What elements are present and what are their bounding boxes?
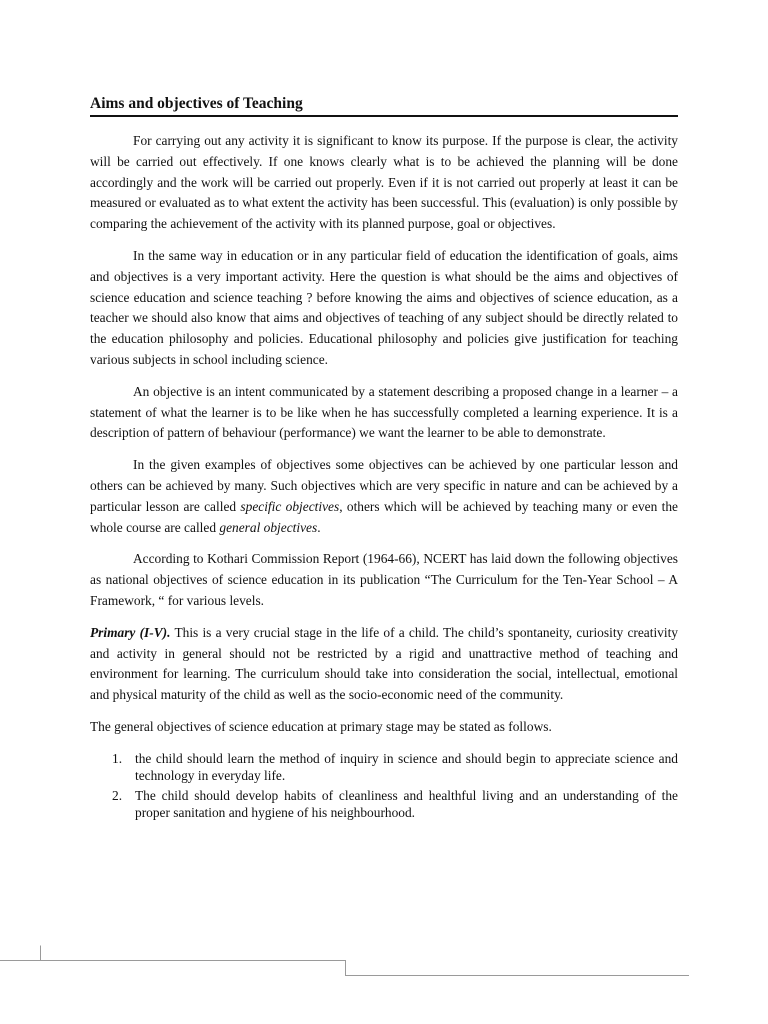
document-page <box>90 94 678 824</box>
general-objectives-term: general objectives <box>219 519 318 535</box>
list-text: the child should learn the method of inquiry in science and should begin to appreciate science and technology in everyday life. <box>135 750 678 783</box>
primary-heading: Primary (I-V). <box>90 624 171 640</box>
paragraph-specific-general <box>90 455 678 538</box>
objectives-list <box>90 750 678 821</box>
primary-text: This is a very crucial stage in the life of a child. The child’s spontaneity, curiosity creativity and activity in general should not be restricted by a rigid and unattractive method of teaching and environment for learning. The curriculum should take into consideration the social, intellectual, emotional and physical maturity of the child as well as the socio-economic need of the community. <box>90 624 679 703</box>
para4-text-3: . <box>317 519 321 535</box>
paragraph-education-goals: In the same way in education or in any particular field of education the identification of goals, aims and objectives is a very important activity. Here the question is what should be the aims and objectives of science education and science teaching ? before knowing the aims and objectives of science education, as a teacher we should also know that aims and objectives of teaching of any subject should be directly related to the education philosophy and policies. Educational philosophy and policies give justification for teaching various subjects in school including science. <box>90 247 678 367</box>
list-item <box>90 787 678 821</box>
footer-border-decoration <box>0 945 768 985</box>
footer-border-step <box>0 961 689 976</box>
list-number: 1. <box>112 750 123 766</box>
list-item <box>90 750 678 784</box>
specific-objectives-term: specific objectives <box>240 498 340 514</box>
para4-text-1: In the given examples of objectives some objectives can be achieved by one particular lesson and others can be achieved by many. Such objectives which are very specific in nature and can be achieved by a particular lesson are called <box>90 457 678 514</box>
list-text: The child should develop habits of cleanliness and healthful living and an understanding of the proper sanitation and hygiene of his neighbourhood. <box>135 787 678 820</box>
paragraph-primary <box>90 623 678 706</box>
paragraph-objective-definition: An objective is an intent communicated by a statement describing a proposed change in a learner – a statement of what the learner is to be like when he has successfully completed a learning experience. It is a description of pattern of behaviour (performance) we want the learner to be able to demonstrate. <box>90 383 678 441</box>
footer-border-left <box>0 946 41 961</box>
paragraph-general-statement: The general objectives of science education at primary stage may be stated as follows. <box>90 718 552 734</box>
para4-text-2: , others which will be achieved by teaching many or even the whole course are called <box>90 498 678 535</box>
page-title: Aims and objectives of Teaching <box>90 94 678 117</box>
paragraph-kothari: According to Kothari Commission Report (1964-66), NCERT has laid down the following objectives as national objectives of science education in its publication “The Curriculum for the Ten-Year School – A Framework, “ for various levels. <box>90 551 678 608</box>
paragraph-purpose: For carrying out any activity it is significant to know its purpose. If the purpose is clear, the activity will be carried out effectively. If one knows clearly what is to be achieved the planning will be done accordingly and the work will be carried out properly. Even if it is not carried out properly at least it can be measured or evaluated as to what extent the activity has been successful. This (evaluation) is only possible by comparing the achievement of the activity with its planned purpose, goal or objectives. <box>90 133 678 232</box>
list-number: 2. <box>112 787 123 803</box>
